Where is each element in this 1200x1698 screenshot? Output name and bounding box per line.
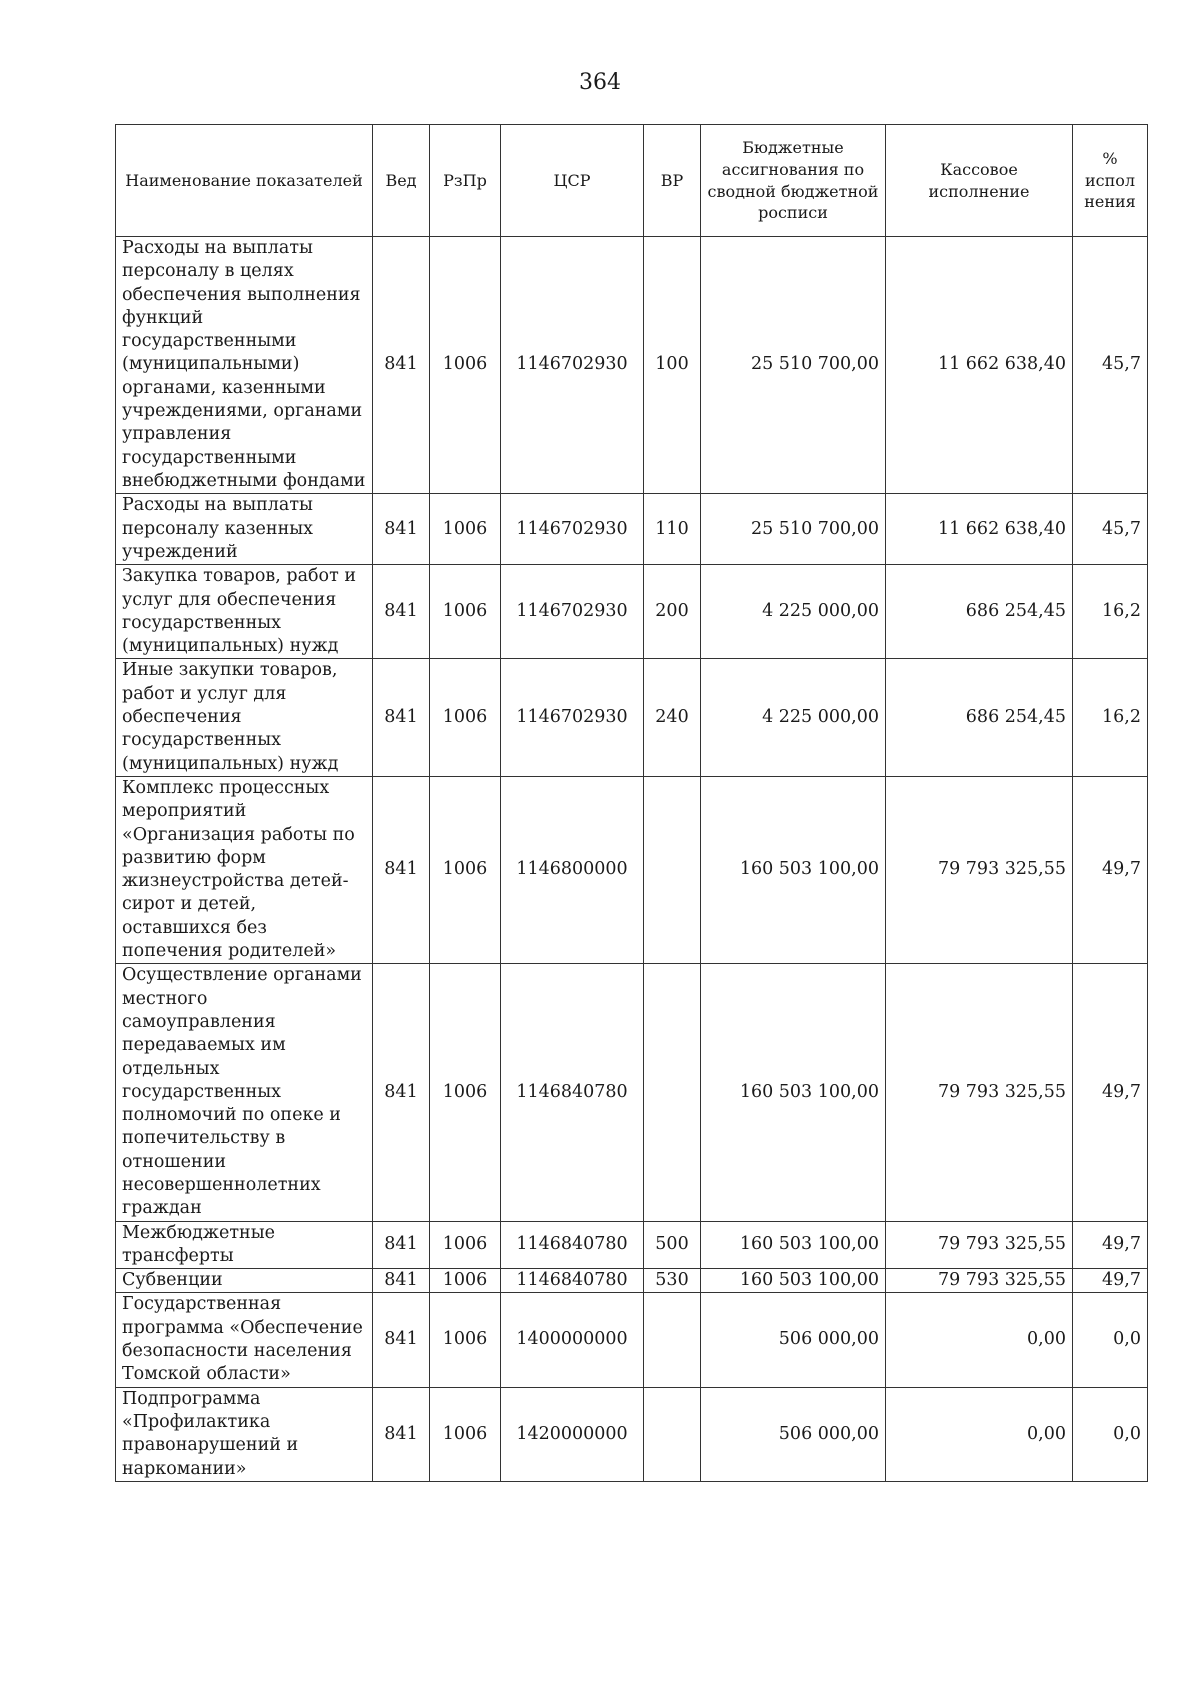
row-assignations: 506 000,00 [701,1387,886,1481]
row-name: Комплекс процессных мероприятий «Организация работы по развитию форм жизнеустройства детей-сирот и детей, оставшихся без попечения родителей» [116,776,373,963]
row-ved: 841 [373,964,430,1221]
row-name: Государственная программа «Обеспечение безопасности населения Томской области» [116,1293,373,1387]
row-ved: 841 [373,1387,430,1481]
row-name: Иные закупки товаров, работ и услуг для обеспечения государственных (муниципальных) нужд [116,659,373,776]
row-rzpr: 1006 [430,964,501,1221]
row-ved: 841 [373,237,430,494]
row-rzpr: 1006 [430,494,501,565]
row-rzpr: 1006 [430,237,501,494]
row-execution: 686 254,45 [886,565,1073,659]
row-name: Субвенции [116,1269,373,1293]
row-rzpr: 1006 [430,1293,501,1387]
row-assignations: 4 225 000,00 [701,565,886,659]
row-ved: 841 [373,1293,430,1387]
row-ved: 841 [373,776,430,963]
row-ved: 841 [373,1221,430,1269]
row-csr: 1146840780 [501,1269,644,1293]
table-row [116,1221,1148,1269]
row-assignations: 160 503 100,00 [701,964,886,1221]
row-vr [644,1293,701,1387]
row-csr: 1146840780 [501,1221,644,1269]
row-execution: 79 793 325,55 [886,1221,1073,1269]
row-execution: 79 793 325,55 [886,1269,1073,1293]
row-csr: 1146702930 [501,237,644,494]
row-execution: 79 793 325,55 [886,964,1073,1221]
row-ved: 841 [373,659,430,776]
row-csr: 1420000000 [501,1387,644,1481]
row-execution: 11 662 638,40 [886,237,1073,494]
header-assignations: Бюджетные ассигнования по сводной бюджетной росписи [701,125,886,237]
table-row [116,237,1148,494]
table-row [116,1387,1148,1481]
row-percent: 49,7 [1073,964,1148,1221]
row-assignations: 160 503 100,00 [701,776,886,963]
row-rzpr: 1006 [430,1221,501,1269]
table-row [116,776,1148,963]
row-name: Осуществление органами местного самоуправления передаваемых им отдельных государственных полномочий по опеке и попечительству в отношении несовершеннолетних граждан [116,964,373,1221]
row-vr: 240 [644,659,701,776]
row-assignations: 160 503 100,00 [701,1221,886,1269]
row-vr: 530 [644,1269,701,1293]
row-csr: 1146702930 [501,659,644,776]
row-name: Подпрограмма «Профилактика правонарушений и наркомании» [116,1387,373,1481]
row-percent: 16,2 [1073,565,1148,659]
row-percent: 45,7 [1073,237,1148,494]
row-execution: 11 662 638,40 [886,494,1073,565]
table-row [116,1269,1148,1293]
header-csr: ЦСР [501,125,644,237]
row-name: Расходы на выплаты персоналу казенных учреждений [116,494,373,565]
row-vr: 200 [644,565,701,659]
row-percent: 49,7 [1073,1269,1148,1293]
row-csr: 1146840780 [501,964,644,1221]
row-vr: 500 [644,1221,701,1269]
row-execution: 79 793 325,55 [886,776,1073,963]
row-percent: 16,2 [1073,659,1148,776]
row-vr: 100 [644,237,701,494]
row-assignations: 506 000,00 [701,1293,886,1387]
row-name: Закупка товаров, работ и услуг для обеспечения государственных (муниципальных) нужд [116,565,373,659]
row-assignations: 25 510 700,00 [701,494,886,565]
row-percent: 0,0 [1073,1387,1148,1481]
page-number: 364 [579,70,621,95]
header-execution: Кассовое исполнение [886,125,1073,237]
row-ved: 841 [373,565,430,659]
budget-table [115,124,1148,1482]
header-name: Наименование показателей [116,125,373,237]
row-percent: 45,7 [1073,494,1148,565]
row-assignations: 4 225 000,00 [701,659,886,776]
table-row [116,964,1148,1221]
row-vr [644,964,701,1221]
row-ved: 841 [373,1269,430,1293]
table-header-row [116,125,1148,237]
row-csr: 1146702930 [501,494,644,565]
row-ved: 841 [373,494,430,565]
row-rzpr: 1006 [430,1387,501,1481]
row-execution: 0,00 [886,1293,1073,1387]
row-csr: 1146702930 [501,565,644,659]
row-percent: 49,7 [1073,776,1148,963]
row-csr: 1146800000 [501,776,644,963]
header-percent: % испол нения [1073,125,1148,237]
row-vr [644,776,701,963]
row-assignations: 160 503 100,00 [701,1269,886,1293]
row-execution: 686 254,45 [886,659,1073,776]
row-percent: 49,7 [1073,1221,1148,1269]
row-rzpr: 1006 [430,1269,501,1293]
header-ved: Вед [373,125,430,237]
row-rzpr: 1006 [430,776,501,963]
row-rzpr: 1006 [430,565,501,659]
row-percent: 0,0 [1073,1293,1148,1387]
header-rzpr: РзПр [430,125,501,237]
table-row [116,1293,1148,1387]
row-vr: 110 [644,494,701,565]
row-csr: 1400000000 [501,1293,644,1387]
row-execution: 0,00 [886,1387,1073,1481]
table-row [116,494,1148,565]
row-name: Расходы на выплаты персоналу в целях обеспечения выполнения функций государственными (муниципальными) органами, казенными учреждениями, органами управления государственными внебюджетными фондами [116,237,373,494]
row-assignations: 25 510 700,00 [701,237,886,494]
row-name: Межбюджетные трансферты [116,1221,373,1269]
header-vr: ВР [644,125,701,237]
row-vr [644,1387,701,1481]
row-rzpr: 1006 [430,659,501,776]
table-row [116,565,1148,659]
table-row [116,659,1148,776]
